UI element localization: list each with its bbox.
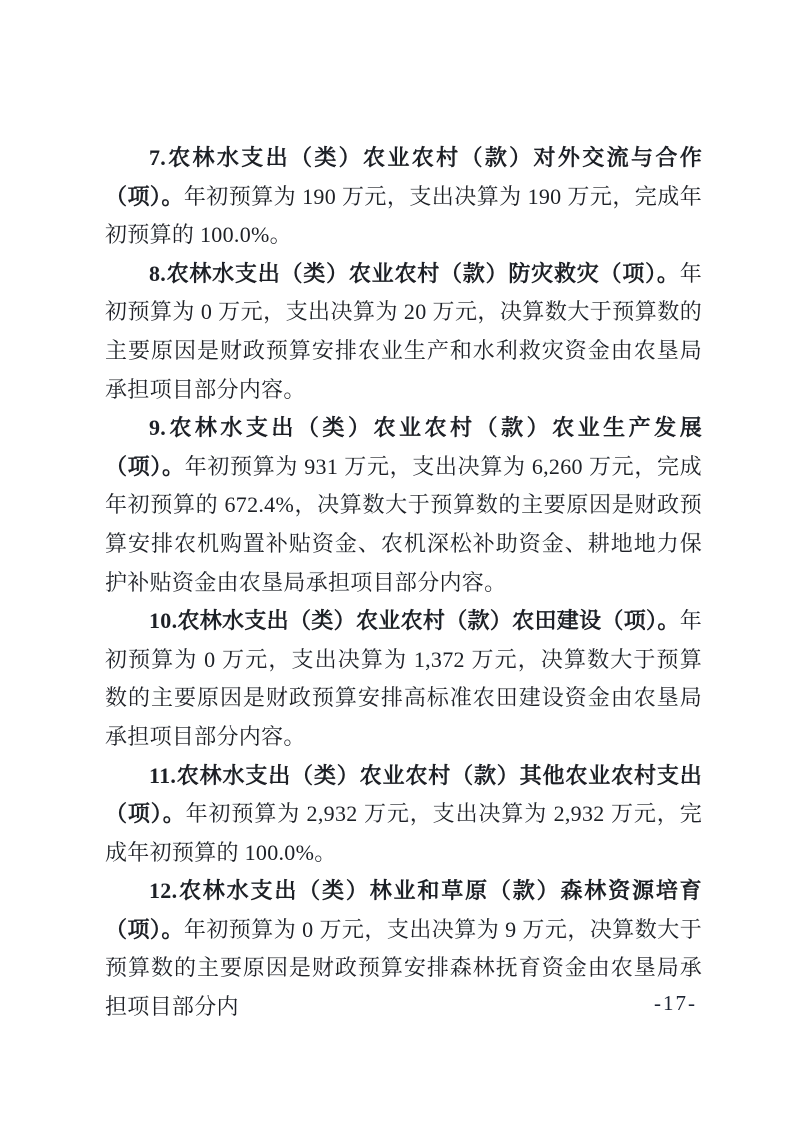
paragraph-10-heading: 10.农林水支出（类）农业农村（款）农田建设（项）。 [149,608,680,634]
paragraph-12-heading: 12.农林水支出（类）林业和草原（款）森林资源培育（项）。 [105,878,702,942]
paragraph-item-7 [105,139,702,255]
paragraph-10-body: 年初预算为 0 万元，支出决算为 1,372 万元，决算数大于预算数的主要原因是财政预算安排高标准农田建设资金由农垦局承担项目部分内容。 [105,608,702,749]
paragraph-8-body: 年初预算为 0 万元，支出决算为 20 万元，决算数大于预算数的主要原因是财政预算安排农业生产和水利救灾资金由农垦局承担项目部分内容。 [105,260,702,402]
paragraph-8-heading: 8.农林水支出（类）农业农村（款）防灾救灾（项）。 [149,260,680,286]
paragraph-12-body: 年初预算为 0 万元，支出决算为 9 万元，决算数大于预算数的主要原因是财政预算安排森林抚育资金由农垦局承担项目部分内 [105,916,702,1020]
paragraph-11-body: 年初预算为 2,932 万元，支出决算为 2,932 万元，完成年初预算的 100.0%。 [105,801,702,865]
paragraph-item-10 [105,602,702,756]
page-number: -17- [654,991,697,1015]
paragraph-item-11 [105,757,702,873]
paragraph-9-heading: 9.农林水支出（类）农业农村（款）农业生产发展（项）。 [105,415,702,479]
paragraph-9-body: 年初预算为 931 万元，支出决算为 6,260 万元，完成年初预算的 672.4%，决算数大于预算数的主要原因是财政预算安排农机购置补贴资金、农机深松补助资金、耕地地力保护补贴资金由农垦局承担项目部分内容。 [105,453,702,595]
paragraph-item-9 [105,409,702,602]
paragraph-7-body: 年初预算为 190 万元，支出决算为 190 万元，完成年初预算的 100.0%。 [105,183,703,248]
paragraph-7-heading: 7.农林水支出（类）农业农村（款）对外交流与合作（项）。 [105,145,702,209]
paragraph-item-8 [105,255,702,409]
paragraph-11-heading: 11.农林水支出（类）农业农村（款）其他农业农村支出（项）。 [105,762,702,827]
document-body [105,139,702,1027]
paragraph-item-12 [105,872,702,1026]
